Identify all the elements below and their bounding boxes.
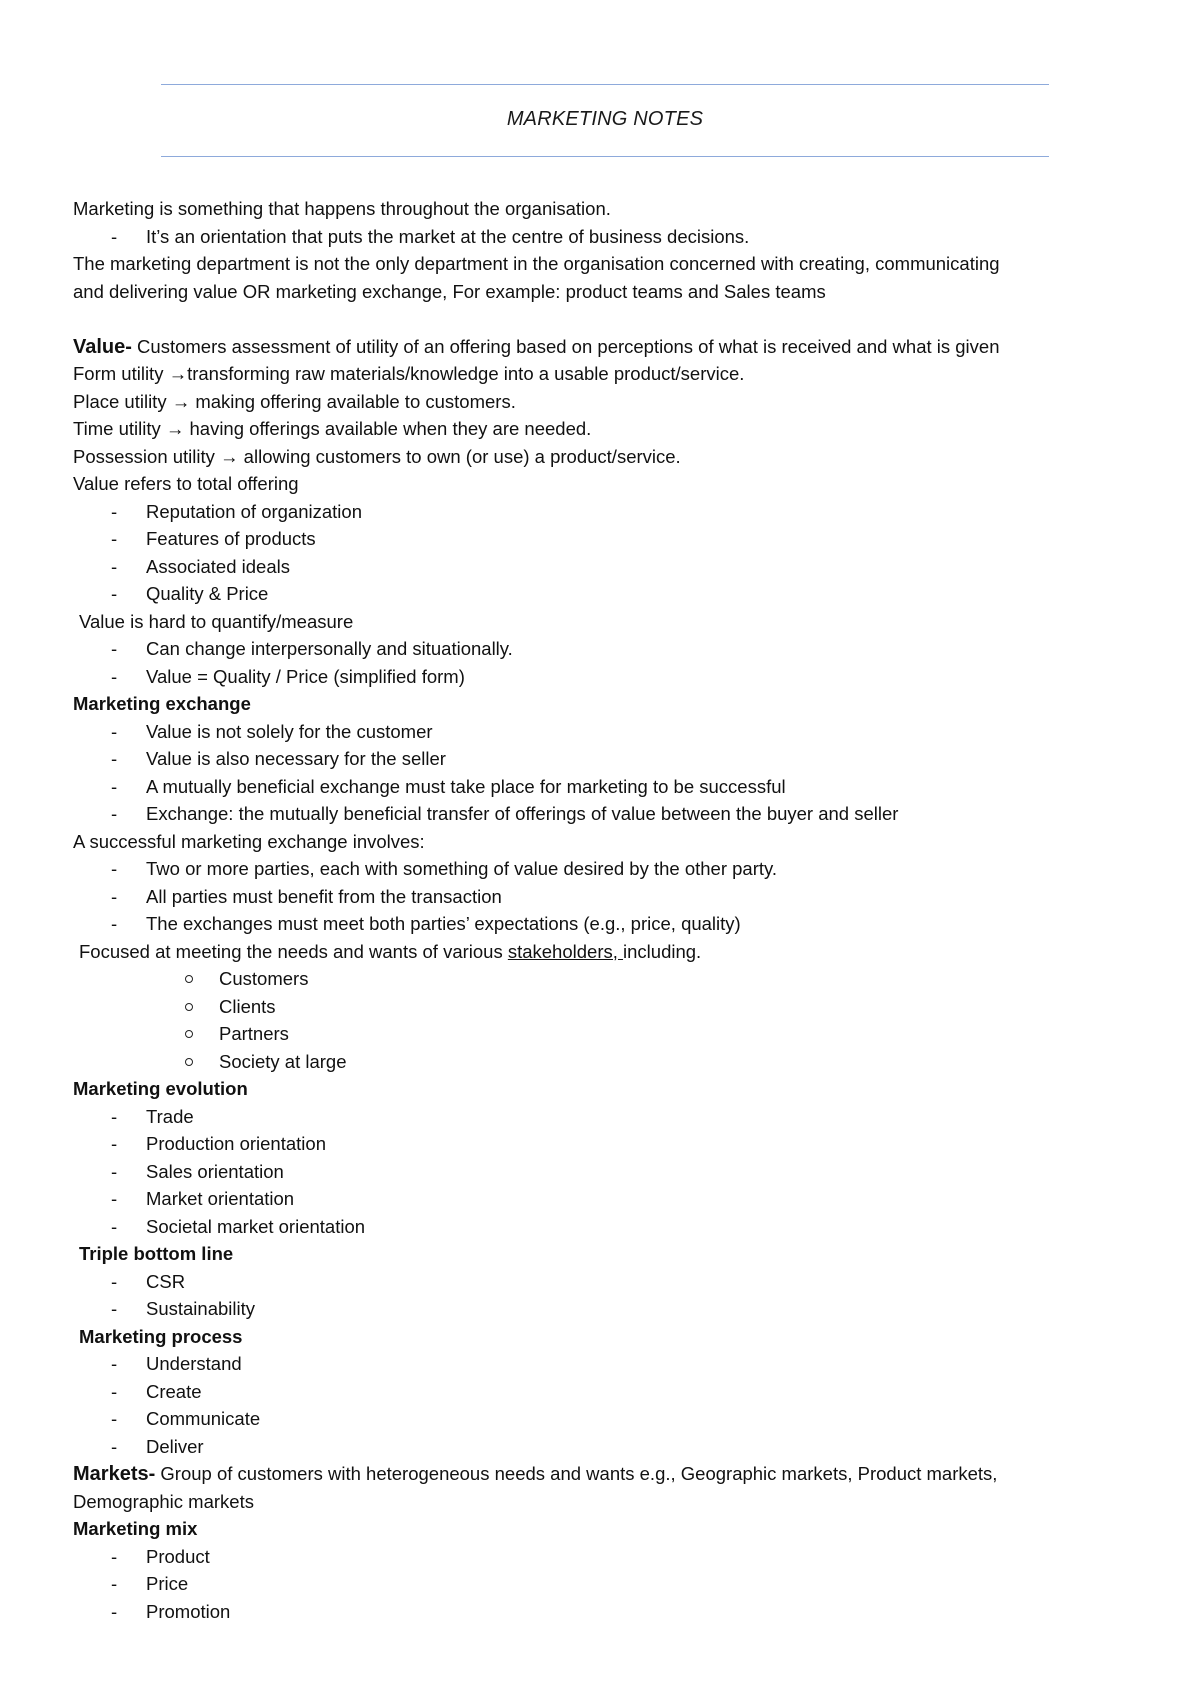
list-item xyxy=(73,910,1153,938)
paragraph-line: Value is hard to quantify/measure xyxy=(79,610,354,632)
list-item xyxy=(73,800,1153,828)
list-item-text: Partners xyxy=(219,1023,289,1044)
list-item xyxy=(73,1130,1153,1158)
section-heading: Marketing process xyxy=(79,1325,243,1347)
dash-bullet: - xyxy=(111,748,118,769)
dash-bullet: - xyxy=(111,1105,118,1127)
list-item-text: Associated ideals xyxy=(146,555,290,577)
dash-bullet: - xyxy=(111,1270,118,1292)
list-item-text: Promotion xyxy=(146,1600,231,1622)
dash-bullet: - xyxy=(111,555,118,577)
paragraph-line: Demographic markets xyxy=(73,1490,254,1512)
list-item-text: Communicate xyxy=(146,1408,261,1429)
list-item xyxy=(73,663,1153,691)
list-item-text: The exchanges must meet both parties’ expectations (e.g., price, quality) xyxy=(146,913,741,934)
list-item xyxy=(73,1378,1153,1406)
arrow-right-icon: → xyxy=(220,445,239,467)
dash-bullet: - xyxy=(111,775,118,797)
dash-bullet: - xyxy=(111,1380,118,1402)
list-item-text: Product xyxy=(146,1545,210,1567)
dash-bullet: - xyxy=(111,1353,118,1374)
list-item xyxy=(73,1433,1153,1461)
circle-bullet-icon xyxy=(185,975,193,983)
list-item xyxy=(73,1103,1153,1131)
list-item xyxy=(73,993,1153,1021)
list-item xyxy=(73,1213,1153,1241)
list-item xyxy=(73,883,1153,911)
list-item-text: Sustainability xyxy=(146,1298,256,1319)
bottom-rule xyxy=(161,156,1049,157)
list-item xyxy=(73,580,1153,608)
list-item xyxy=(73,635,1153,663)
circle-bullet-icon xyxy=(185,1058,193,1066)
dash-bullet: - xyxy=(111,638,118,659)
dash-bullet: - xyxy=(111,1600,118,1622)
dash-bullet: - xyxy=(111,225,118,247)
arrow-right-icon: → xyxy=(171,390,191,412)
list-item-text: Create xyxy=(146,1380,202,1402)
list-item-text: A mutually beneficial exchange must take place for marketing to be successful xyxy=(146,775,786,797)
paragraph-line: A successful marketing exchange involves: xyxy=(73,830,425,852)
dash-bullet: - xyxy=(111,1188,118,1209)
list-item xyxy=(73,965,1153,993)
list-item: - It’s an orientation that puts the market at the centre of business decisions. xyxy=(73,223,1153,251)
list-item xyxy=(73,1405,1153,1433)
stakeholders-underlined: stakeholders, xyxy=(507,940,624,962)
dash-bullet: - xyxy=(111,1298,118,1319)
dash-bullet: - xyxy=(111,1408,118,1429)
markets-definition: Markets- Group of customers with heterogeneous needs and wants e.g., Geographic markets, Product markets, xyxy=(73,1463,998,1485)
paragraph-line: The marketing department is not the only department in the organisation concerned with creating, communicating xyxy=(73,253,1000,274)
list-item-text: Deliver xyxy=(146,1435,204,1457)
list-item-text: Production orientation xyxy=(146,1133,326,1154)
list-item-text: Value is also necessary for the seller xyxy=(146,748,446,769)
list-item-text: Societal market orientation xyxy=(146,1215,366,1237)
section-heading: Marketing exchange xyxy=(73,693,251,714)
list-item-text: All parties must benefit from the transaction xyxy=(146,885,502,907)
list-item-text: Features of products xyxy=(146,528,316,549)
paragraph-line: Value refers to total offering xyxy=(73,473,299,494)
list-item-text: Exchange: the mutually beneficial transfer of offerings of value between the buyer and seller xyxy=(146,803,899,824)
utility-line: Time utility → having offerings available when they are needed. xyxy=(73,418,592,439)
list-item xyxy=(73,1158,1153,1186)
utility-line: Form utility →transforming raw materials/knowledge into a usable product/service. xyxy=(73,363,745,384)
blank-line xyxy=(73,305,1153,333)
utility-line: Possession utility → allowing customers to own (or use) a product/service. xyxy=(73,445,681,467)
list-item-text: Quality & Price xyxy=(146,583,269,604)
list-item-text: Clients xyxy=(219,995,276,1017)
list-item-text: Reputation of organization xyxy=(146,500,362,522)
dash-bullet: - xyxy=(111,500,118,522)
intro-paragraph: Marketing is something that happens throughout the organisation. xyxy=(73,198,611,219)
section-heading: Marketing mix xyxy=(73,1518,198,1539)
dash-bullet: - xyxy=(111,913,118,934)
list-item-text: Price xyxy=(146,1573,189,1594)
list-item xyxy=(73,1295,1153,1323)
page-title: MARKETING NOTES xyxy=(506,108,704,130)
list-item xyxy=(73,1598,1153,1626)
list-item xyxy=(73,718,1153,746)
list-item xyxy=(73,498,1153,526)
dash-bullet: - xyxy=(111,1133,118,1154)
list-item-text: Understand xyxy=(146,1353,242,1374)
dash-bullet: - xyxy=(111,583,118,604)
dash-bullet: - xyxy=(111,528,118,549)
list-item-text: Can change interpersonally and situationally. xyxy=(146,638,513,659)
dash-bullet: - xyxy=(111,1435,118,1457)
dash-bullet: - xyxy=(111,1215,118,1237)
dash-bullet: - xyxy=(111,803,118,824)
list-item-text: CSR xyxy=(146,1270,186,1292)
list-item-text: Value is not solely for the customer xyxy=(146,720,433,742)
list-item-text: Market orientation xyxy=(146,1188,295,1209)
list-item xyxy=(73,1048,1153,1076)
list-item xyxy=(73,1268,1153,1296)
top-rule xyxy=(161,84,1049,85)
list-item xyxy=(73,525,1153,553)
value-definition: Value- Customers assessment of utility of an offering based on perceptions of what is received and what is given xyxy=(73,335,1000,358)
dash-bullet: - xyxy=(111,1573,118,1594)
paragraph-line: and delivering value OR marketing exchange, For example: product teams and Sales teams xyxy=(73,280,826,302)
section-heading: Marketing evolution xyxy=(73,1078,248,1099)
dash-bullet: - xyxy=(111,858,118,879)
list-item xyxy=(73,1020,1153,1048)
list-item xyxy=(73,745,1153,773)
dash-bullet: - xyxy=(111,665,118,687)
arrow-right-icon: → xyxy=(165,418,185,439)
dash-bullet: - xyxy=(111,720,118,742)
list-item xyxy=(73,1185,1153,1213)
dash-bullet: - xyxy=(111,1545,118,1567)
list-item xyxy=(73,855,1153,883)
utility-line: Place utility → making offering available to customers. xyxy=(73,390,516,412)
list-item xyxy=(73,773,1153,801)
circle-bullet-icon xyxy=(185,1003,193,1011)
list-item-text: Sales orientation xyxy=(146,1160,284,1182)
list-item-text: Two or more parties, each with something of value desired by the other party. xyxy=(146,858,778,879)
paragraph-line: Focused at meeting the needs and wants of various stakeholders, including. xyxy=(79,940,702,962)
section-heading: Triple bottom line xyxy=(79,1243,234,1264)
arrow-right-icon: → xyxy=(168,363,188,384)
document-body xyxy=(73,195,1153,1625)
list-item xyxy=(73,553,1153,581)
dash-bullet: - xyxy=(111,885,118,907)
list-item xyxy=(73,1543,1153,1571)
list-item-text: Value = Quality / Price (simplified form) xyxy=(146,665,465,687)
list-item xyxy=(73,1350,1153,1378)
list-item-text: Customers xyxy=(219,968,309,989)
list-item xyxy=(73,1570,1153,1598)
list-item-text: Trade xyxy=(146,1105,194,1127)
dash-bullet: - xyxy=(111,1160,118,1182)
list-item-text: Society at large xyxy=(219,1050,347,1072)
circle-bullet-icon xyxy=(185,1030,193,1038)
